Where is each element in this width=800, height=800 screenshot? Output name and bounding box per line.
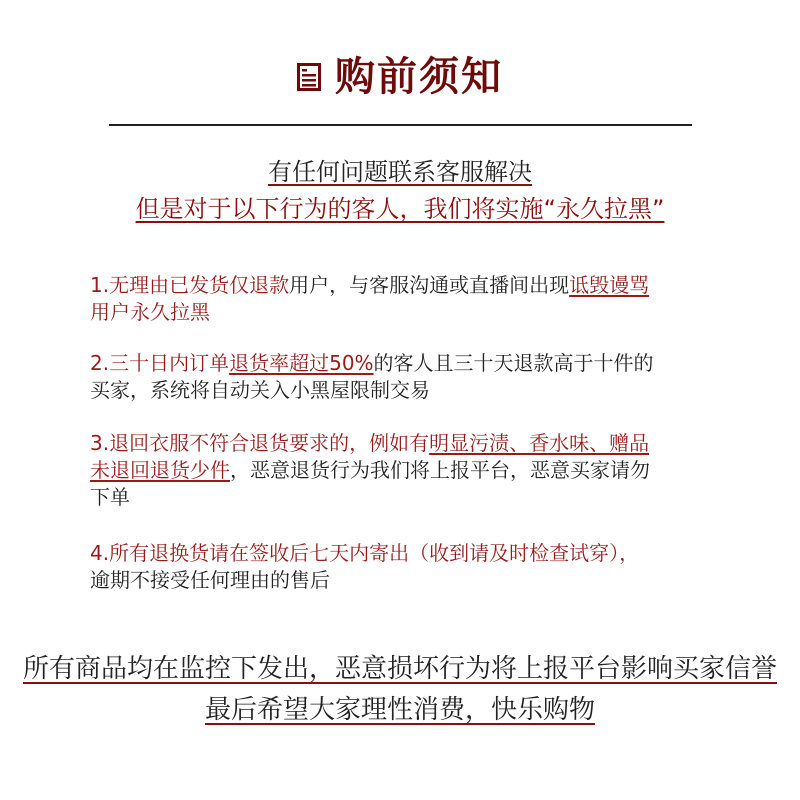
rule-2: 2.三十日内订单退货率超过50%的客人且三十天退款高于十件的 买家，系统将自动关入小黑屋限制交易 <box>90 351 654 402</box>
page-header <box>0 52 800 102</box>
rule-1: 1.无理由已发货仅退款用户，与客服沟通或直播间出现诋毁谩骂 用户永久拉黑 <box>90 273 650 324</box>
notice-line-1: 有任何问题联系客服解决 <box>268 158 532 186</box>
header-divider <box>109 124 692 126</box>
rule-3: 3.退回衣服不符合退货要求的，例如有明显污渍、香水味、赠品 未退回退货少件，恶意退货行为我们将上报平台，恶意买家请勿 下单 <box>90 431 650 509</box>
document-list-icon <box>297 63 321 91</box>
notice-line-2: 但是对于以下行为的客人，我们将实施“永久拉黑” <box>135 195 665 223</box>
footer-line-1: 所有商品均在监控下发出，恶意损坏行为将上报平台影响买家信誉 <box>22 654 777 684</box>
rule-4: 4.所有退换货请在签收后七天内寄出（收到请及时检查试穿）， 逾期不接受任何理由的售后 <box>90 541 640 592</box>
footer-line-2: 最后希望大家理性消费，快乐购物 <box>204 695 595 725</box>
page-title: 购前须知 <box>335 54 503 100</box>
